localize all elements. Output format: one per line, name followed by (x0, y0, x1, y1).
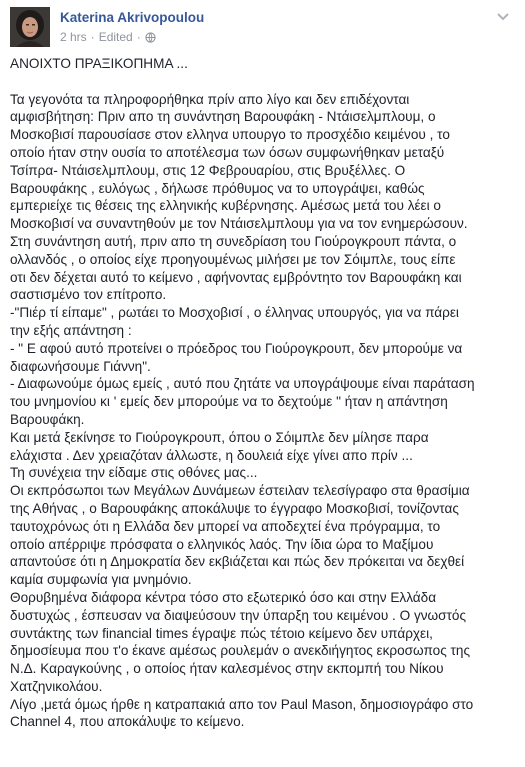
post-line: δυστυχώς , έσπευσαν να διαψεύσουν την ύπαρξη του κειμένου . Ο γνωστός (10, 607, 467, 623)
post-line: Βαρουφάκης , ευλόγως , δήλωσε πρόθυμος να το υπογράψει, καθώς (10, 180, 425, 196)
post-line: την εξής απάντηση : (10, 322, 132, 338)
post-line: ελάχιστα . Δεν χρειαζόταν άλλωστε, η δουλειά είχε γίνει απο πρίν ... (10, 447, 413, 463)
post-line: οποίο ήταν στην ουσία το αποτέλεσμα των όσων συμφωνήθηκαν μεταξύ (10, 144, 445, 160)
post-line: ταυτοχρόνως ότι η Ελλάδα δεν μπορεί να αποδεχτεί ένα πρόγραμμα, το (10, 518, 441, 534)
post-line: αμφισβήτηση: Πριν απο τη συνάντηση Βαρουφάκη - Ντάισελμπλουμ, ο (10, 109, 436, 125)
post-line: διαφωνήσουμε Γιάννη". (10, 358, 151, 374)
post-line: -"Πιέρ τί είπαμε" , ρωτάει το Μοσχοβισί , ο έλληνας υπουργός, για να πάρει (10, 305, 459, 321)
post-meta (60, 30, 156, 44)
post-title: ΑΝΟΙΧΤΟ ΠΡΑΞΙΚΟΠΗΜΑ ... (10, 56, 188, 71)
post-line: ολλανδός , ο οποίος είχε προηγουμένως μιλήσει με τον Σόιμπλε, τους είπε (10, 251, 456, 267)
edited-label[interactable]: Edited (98, 30, 133, 44)
post-line: συντάκτης των financial times έγραψε πώς τέτοιο κείμενο δεν υπάρχει, (10, 625, 433, 641)
meta-separator: · (136, 30, 141, 44)
post-line: Και μετά ξεκίνησε το Γιούρογκρουπ, όπου ο Σόιμπλε δεν μίλησε παρα (10, 429, 429, 445)
post-line: Λίγο ,μετά όμως ήρθε η κατραπακιά απο τον Paul Mason, δημοσιογράφο στο (10, 696, 474, 712)
post-line: δημοσίευμα που τ'ο έκανε αμέσως ρουλεμάν ο ανεκδιήγητος εκροσωπος της (10, 643, 471, 659)
post-line: Στη συνάντηση αυτή, πριν απο τη συνεδρίαση του Γιούρογκρουπ πάντα, ο (10, 233, 457, 249)
author-name[interactable]: Katerina Akrivopoulou (60, 10, 205, 25)
post-line: Τα γεγονότα τα πληροφορήθηκα πρίν απο λίγο και δεν επιδέχονται (10, 91, 410, 107)
post-body (10, 55, 515, 731)
post-line: - Διαφωνούμε όμως εμείς , αυτό που ζητάτε να υπογράψουμε είναι παράταση (10, 376, 475, 392)
post-timestamp[interactable]: 2 hrs (60, 30, 87, 44)
globe-icon[interactable] (145, 32, 156, 43)
post-line: - " Ε αφού αυτό προτείνει ο πρόεδρος του Γιούρογκρουπ, δεν μπορούμε να (10, 340, 463, 356)
post-line: απαντούσε ότι η Δημοκρατία δεν εκβιάζεται και πώς δεν πρόκειται να δεχθεί (10, 554, 465, 570)
post-line: Τσίπρα- Ντάισελμπλουμ, στις 12 Φεβρουαρίου, στις Βρυξέλλες. Ο (10, 162, 406, 178)
post-line: Βαρουφάκη. (10, 411, 85, 427)
post-header (10, 7, 515, 49)
profile-photo (10, 7, 50, 47)
post-line: σαστισμένο τον επίτροπο. (10, 287, 167, 303)
post-line: Χατζηνικολάου. (10, 678, 103, 694)
post-line: του μνημονίου κι ' εμείς δεν μπορούμε να το δεχτούμε " ήταν η απάντηση (10, 394, 448, 410)
avatar[interactable] (10, 7, 50, 47)
post-line: οτι δεν δέχεται αυτό το κείμενο , αφήνοντας εμβρόντητο τον Βαρουφάκη και (10, 269, 462, 285)
post-line: οποίο απέρριψε πρόσφατα ο ελληνικός λαός. Την ίδια ώρα το Μαξίμου (10, 536, 434, 552)
meta-separator: · (90, 30, 95, 44)
post-line: της Αθήνας , ο Βαρουφάκης αποκάλυψε το έγγραφο Μοσκοβισί, τονίζοντας (10, 500, 459, 516)
post-line: εμπεριείχε τις θέσεις της ελληνικής κυβέρνησης. Αμέσως μετά του λέει ο (10, 198, 441, 214)
post-line: Θορυβημένα διάφορα κέντρα τόσο στο εξωτερικό όσο και στην Ελλάδα (10, 589, 437, 605)
post-line: Ν.Δ. Καραγκούνης , ο οποίος ήταν καλεσμένος στην εκπομπή του Νίκου (10, 661, 444, 677)
post-line: καμία συμφωνία για μνημόνιο. (10, 572, 192, 588)
post-line: Τη συνέχεια την είδαμε στις οθόνες μας... (10, 465, 258, 481)
post-line: Οι εκπρόσωποι των Μεγάλων Δυνάμεων έστειλαν τελεσίγραφο στα θρασίμια (10, 483, 470, 499)
post-line: Μοσκοβισί παρουσίασε στον ελληνα υπουργο το προσχέδιο κειμένου , το (10, 127, 450, 143)
post-line: Μοσκοβισί να συναντηθούν με τον Ντάισελμπλουμ για να τον ενημερώσουν. (10, 216, 468, 232)
chevron-down-icon[interactable] (495, 9, 511, 23)
post-line: Channel 4, που αποκάλυψε το κείμενο. (10, 714, 245, 730)
